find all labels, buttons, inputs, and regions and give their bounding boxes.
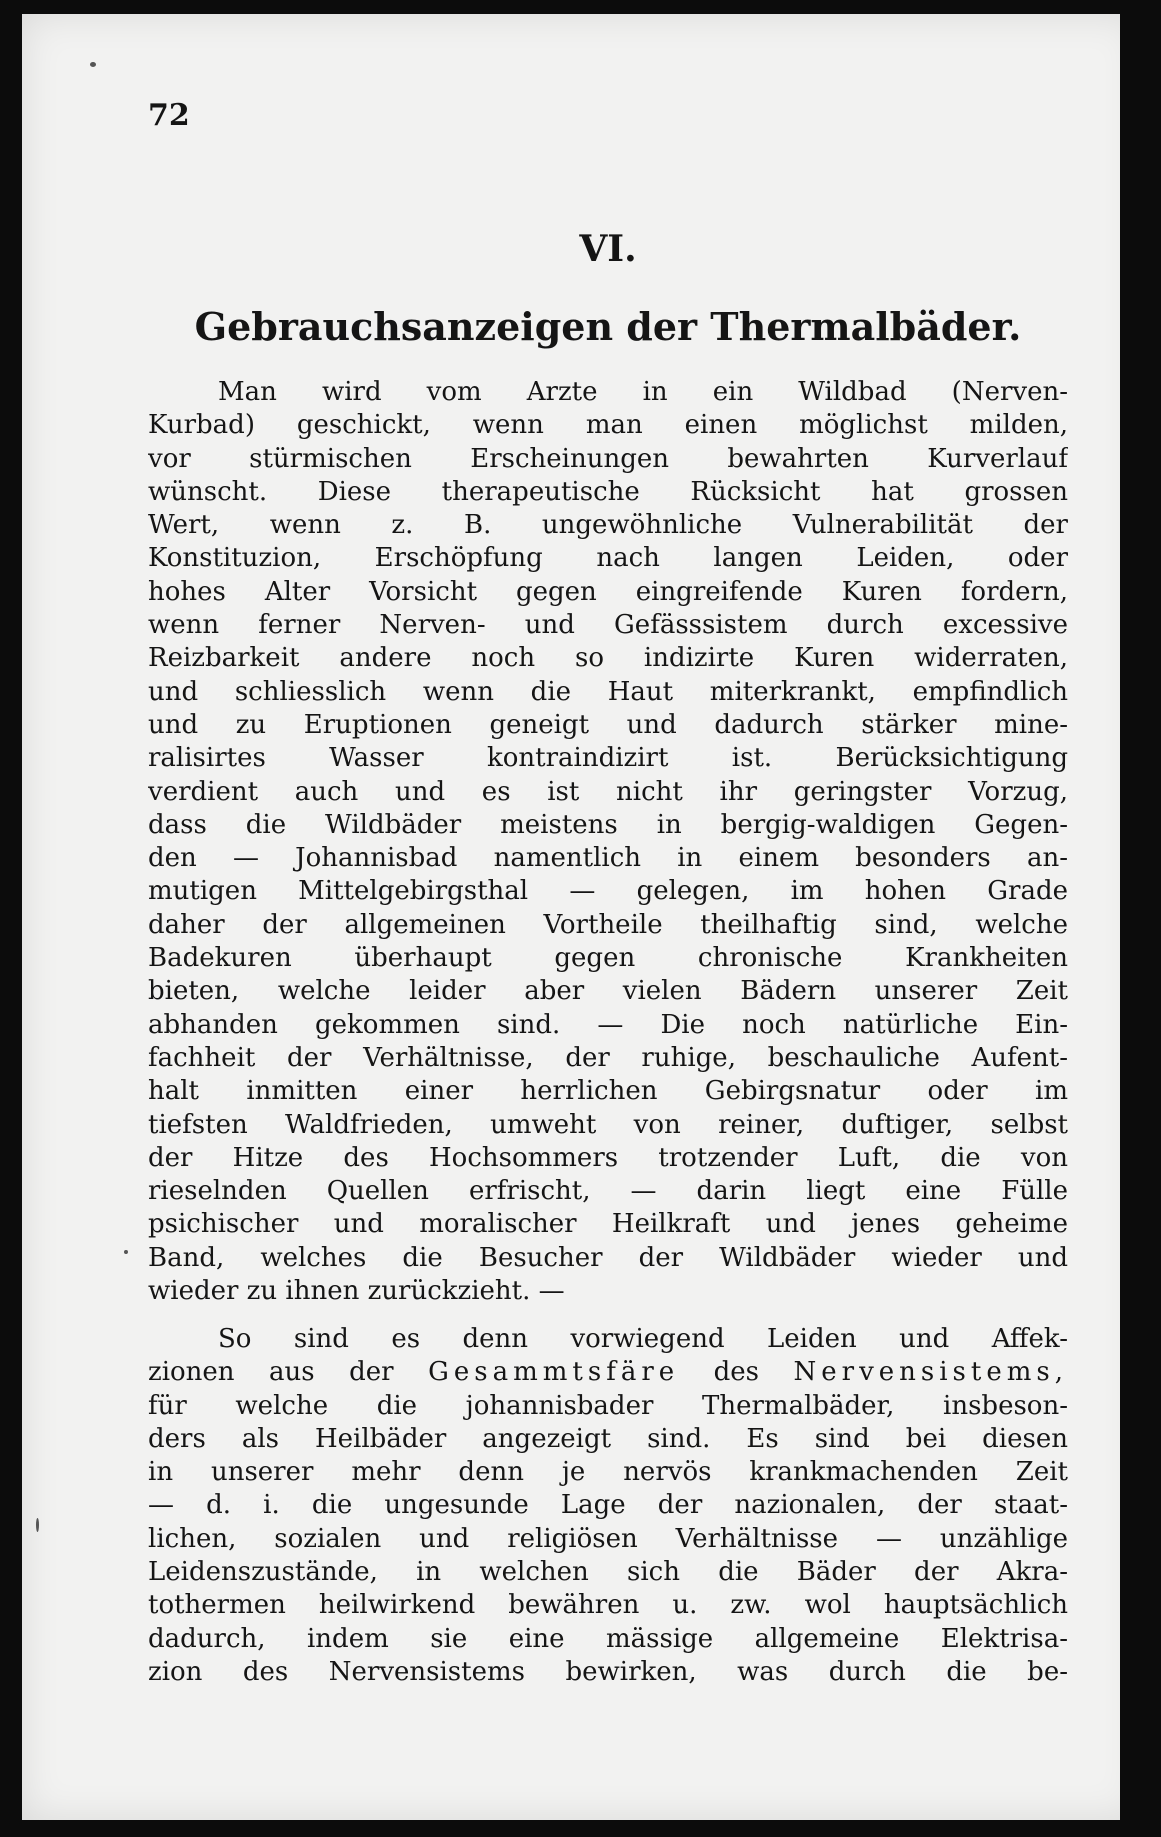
text-line: verdient auch und es ist nicht ihr geringster Vorzug, xyxy=(148,776,1068,807)
text-line: wünscht. Diese therapeutische Rücksicht hat grossen xyxy=(148,476,1068,507)
chapter-number: VI. xyxy=(579,228,637,270)
text-line: tiefsten Waldfrieden, umweht von reiner, duftiger, selbst xyxy=(148,1109,1068,1140)
text-line: halt inmitten einer herrlichen Gebirgsnatur oder im xyxy=(148,1076,1068,1107)
text-line: wenn ferner Nerven- und Gefässsistem durch excessive xyxy=(148,610,1068,641)
text-line: tothermen heilwirkend bewähren u. zw. wol hauptsächlich xyxy=(148,1590,1068,1621)
speck-mark xyxy=(36,1518,39,1532)
page-edge-shadow xyxy=(1120,14,1140,1820)
text-line: Konstituzion, Erschöpfung nach langen Leiden, oder xyxy=(148,543,1068,574)
text-line: Badekuren überhaupt gegen chronische Krankheiten xyxy=(148,943,1068,974)
text-line: ders als Heilbäder angezeigt sind. Es sind bei diesen xyxy=(148,1423,1068,1454)
text-line: Band, welches die Besucher der Wildbäder wieder und xyxy=(148,1242,1068,1273)
text-line: Reizbarkeit andere noch so indizirte Kuren widerraten, xyxy=(148,643,1068,674)
text-line: dadurch, indem sie eine mässige allgemeine Elektrisa- xyxy=(148,1623,1068,1654)
text-line: lichen, sozialen und religiösen Verhältnisse — unzählige xyxy=(148,1523,1068,1554)
text-line xyxy=(148,1356,1068,1389)
text-line: daher der allgemeinen Vortheile theilhaftig sind, welche xyxy=(148,909,1068,940)
emphasized-term: Nervensistems, xyxy=(793,1357,1068,1388)
text-line: den — Johannisbad namentlich in einem besonders an- xyxy=(148,843,1068,874)
text-line: vor stürmischen Erscheinungen bewahrten Kurverlauf xyxy=(148,443,1068,474)
emphasized-term: Gesammtsfäre xyxy=(428,1357,680,1388)
speck-mark xyxy=(90,62,96,67)
text-line: in unserer mehr denn je nervös krankmachenden Zeit xyxy=(148,1457,1068,1488)
paragraph-2 xyxy=(148,1323,1068,1689)
text-line: abhanden gekommen sind. — Die noch natürliche Ein- xyxy=(148,1009,1068,1040)
text-line: mutigen Mittelgebirgsthal — gelegen, im hohen Grade xyxy=(148,876,1068,907)
text-line: — d. i. die ungesunde Lage der nazionalen, der staat- xyxy=(148,1490,1068,1521)
text-line: So sind es denn vorwiegend Leiden und Affek- xyxy=(218,1324,1068,1354)
text-line: und zu Eruptionen geneigt und dadurch stärker mine- xyxy=(148,709,1068,740)
chapter-title: Gebrauchsanzeigen der Thermalbäder. xyxy=(194,304,1022,349)
page-number: 72 xyxy=(148,98,190,133)
text-line: fachheit der Verhältnisse, der ruhige, beschauliche Aufent- xyxy=(148,1042,1068,1073)
text-line: und schliesslich wenn die Haut miterkrankt, empfindlich xyxy=(148,676,1068,707)
text-line: ralisirtes Wasser kontraindizirt ist. Berücksichtigung xyxy=(148,743,1068,774)
text-line: Kurbad) geschickt, wenn man einen möglichst milden, xyxy=(148,410,1068,441)
text-line: rieselnden Quellen erfrischt, — darin liegt eine Fülle xyxy=(148,1176,1068,1207)
text-fragment: des xyxy=(679,1357,794,1388)
text-line: psichischer und moralischer Heilkraft und jenes geheime xyxy=(148,1209,1068,1240)
speck-mark xyxy=(124,1250,128,1254)
text-line: wieder zu ihnen zurückzieht. — xyxy=(148,1276,565,1307)
text-line: der Hitze des Hochsommers trotzender Luft, die von xyxy=(148,1142,1068,1173)
text-line: dass die Wildbäder meistens in bergig-waldigen Gegen- xyxy=(148,809,1068,840)
text-line: Leidenszustände, in welchen sich die Bäder der Akra- xyxy=(148,1557,1068,1588)
text-line: zion des Nervensistems bewirken, was durch die be- xyxy=(148,1656,1068,1687)
text-line: Wert, wenn z. B. ungewöhnliche Vulnerabilität der xyxy=(148,510,1068,541)
text-line: Man wird vom Arzte in ein Wildbad (Nerven- xyxy=(218,377,1068,407)
text-line: für welche die johannisbader Thermalbäder, insbeson- xyxy=(148,1390,1068,1421)
text-line: bieten, welche leider aber vielen Bädern unserer Zeit xyxy=(148,976,1068,1007)
text-fragment: zionen aus der xyxy=(148,1357,429,1388)
text-line: hohes Alter Vorsicht gegen eingreifende Kuren fordern, xyxy=(148,576,1068,607)
paragraph-1 xyxy=(148,376,1068,1308)
